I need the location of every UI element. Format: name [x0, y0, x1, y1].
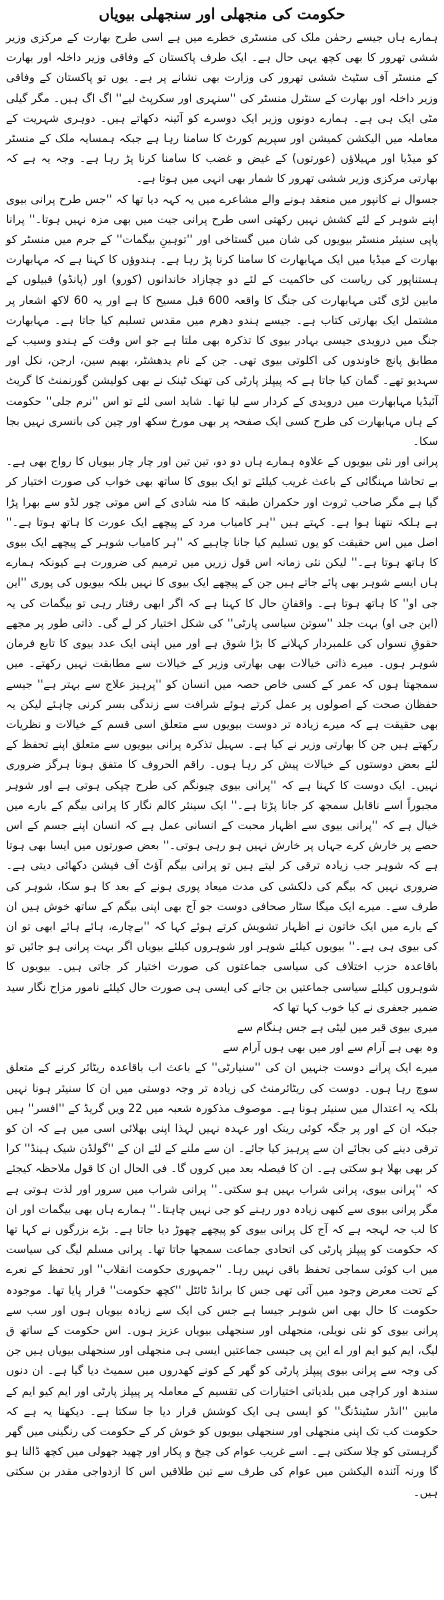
- article-paragraph: جسوال نے کانپور میں منعقد ہونے والے مشاعرے میں یہ کہہ دیا تھا کہ ''جس طرح پرانی بیوی اپنے شوہر کے لئے کشش نہیں رکھتی اسی طرح پرانی جیت میں بھی مزہ نہیں ہوتا۔'' پرانا پاپی سنیئر منسٹر بیویوں کی شان میں گستاخی اور ''توہینِ بیگمات'' کے جرم میں منسٹر کو بھارت کے میڈیا میں ایک مہابھارت کا سامنا کرنا پڑ رہا ہے۔ ہندوؤں کا کہنا ہے کہ مہابھارت ہستناپور کی ریاست کی حاکمیت کے لئے دو چچازاد خاندانوں (کورو) اور (پانڈو) قبیلوں کے مابین لڑی گئی مہابھارت کی جنگ کا واقعہ 600 قبل مسیح کا ہے اور یہ 60 لاکھ اشعار پر مشتمل ایک بھارتی کتاب ہے۔ جیسے ہندو دھرم میں مقدس تسلیم کیا جاتا ہے۔ مہابھارت جنگ میں درویدی جیسی بہادر بیوی کا تذکرہ بھی ملتا ہے جو اس وقت کے ہندو وسیب کے مطابق پانچ خاوندوں کی اکلوتی بیوی تھی۔ جن کے نام یدھشٹر، بھیم سین، ارجن، نکل اور سہدیو تھے۔ گمان کیا جاتا ہے کہ پیپلز پارٹی کی تھنک ٹینک نے بھی کولیشن گورنمنٹ کا گریٹ آئیڈیا مہابھارت میں درویدی کے کردار سے لیا تھا۔ شاید اسی لئے تو اس ''نرم جلی'' حکومت کے ہاں مہابھارت کی طرح کسی ایک صفحہ پر بھی مورخ سکھ اور چین کی بانسری نہیں بجا سکا۔: [6, 192, 438, 449]
- article-paragraph: پرانی اور نئی بیویوں کے علاوہ ہمارے ہاں دو دو، تین تین اور چار چار بیویاں کا رواج بھی ہے۔ بے تحاشا مہنگائی کے باعث غریب کیلئے تو ایک بیوی کا ساتھ بھی خواب کی صورت اختیار کر گیا ہے مگر صاحب ثروت اور حکمران طبقہ کا منہ شادی کے اس موتی چور لڈو سے بھرا پڑا ہے ہلکہ نتھنا ہوا ہے۔ کہتے ہیں ''ہر کامیاب مرد کے پیچھے ایک عورت کا ہاتھ ہوتا ہے۔'' اصل میں اس حقیقت کو یوں تسلیم کیا جانا چاہیے کہ ''ہر کامیاب شوہر کے پیچھے ایک بیوی کا ہاتھ ہوتا ہے۔'' لیکن نئی زمانہ اس قول زریں میں ترمیم کی ضرورت ہے کیونکہ ہمارے ہاں ایسے شوہر بھی پائے جاتے ہیں جن کے پیچھے ایک بیوی کا نہیں بلکہ بیویوں کی پوری ''این جی او'' کا ہاتھ ہوتا ہے۔ واقفانِ حال کا کہنا ہے کہ اگر ابھی رفتار رہی تو بیگمات کی یہ (این جی او) بہت جلد ''سوتن سیاسی پارٹی'' کی شکل اختیار کر لے گی۔ ذاتی طور پر مجھے حقوقِ نسواں کی علمبردار کہلانے کا بڑا شوق ہے اور میں اپنی ایک عدد بیوی کا تابع فرمان شوہر ہوں۔ میرے ذاتی خیالات بھی بھارتی وزیر کے خیالات سے مطابقت نہیں رکھتے۔ میں سمجھتا ہوں کہ عمر کے کسی خاص حصہ میں انسان کو ''پرہیز علاج سے بہتر ہے'' جیسے حفظان صحت کے اصولوں پر عمل کرتے ہوئے شرافت سے زندگی بسر کرنی چاہئے لیکن یہ بھی حقیقت ہے کہ میرے زیادہ تر دوست بیویوں سے متعلق اسی قسم کے خیالات و نظریات رکھتے ہیں جن کا بھارتی وزیر نے کیا ہے۔ سہیل تذکرہ پرانی بیویوں سے متعلق اپنے تحفظ کے لئے بعض دوستوں کے خیالات پیش کر رہا ہوں۔ راقم الحروف کا متفق ہونا ہرگز ضروری نہیں۔ ایک دوست کا کہنا ہے کہ ''پرانی بیوی چیونگم کی طرح چپکی ہوتی ہے اور شوہر مجبوراً اسے ناقابل سمجھ کر جانا پڑتا ہے۔'' ایک سینئر کالم نگار کا پرانی بیگم کے بارے میں خیال ہے کہ ''پرانی بیوی سے اظہار محبت کے انسانی عمل ہے کہ انسان اپنے جسم کے اس حصے پر خارش کرے جہاں پر خارش نہیں ہو رہی ہوتی۔'' بعض صورتوں میں ایسا بھی ہوتا ہے کہ شوہر جب زیادہ ترقی کر لیتے ہیں تو پرانی بیگم آؤٹ آف فیشن دکھائی دیتی ہے۔ ضروری نہیں کہ بیگم کی دلکشی کی مدت میعاد پوری ہونے کے بعد کا ہو سکا، شوہر کی طرف سے۔ میرے ایک میگا سٹار صحافی دوست جو آج بھی اپنی بیگم کے ساتھ خوش ہیں ان کے بارے میں ایک خاتون نے اظہار تشویش کرتے ہوئے کہا کہ ''بےچارے، ہائے ہائے ابھی تو ان کی بیوی ہی ہے۔'' بیویوں کیلئے شوہر اور شوہروں کیلئے بیویاں اگر بہت پرانی ہو جائیں تو باقاعدہ حزب اختلاف کی سیاسی جماعتوں کی صورت اختیار کر جاتی ہیں۔ بیویوں کا شوہروں کیلئے سیاسی جماعتیں بن جانے کی ایسی ہی صورت حال کیلئے نامور مزاح نگار سید ضمیر جعفری نے کیا خوب کہا تھا کہ: [6, 455, 438, 1014]
- verse-line: وہ بھی ہے آرام سے اور میں بھی ہوں آرام سے: [222, 1041, 438, 1055]
- verse-line: میری بیوی قبر میں لیٹی ہے جس ہنگام سے: [236, 1020, 438, 1034]
- article-paragraph: میرے ایک پرانے دوست جنہیں ان کی ''سنیارٹی'' کے باعث اب باقاعدہ ریٹائر کرنے کے متعلق سوچ رہا ہوں۔ دوست کی ریٹائرمنٹ کی زیادہ تر وجہ دوستی میں ان کا سنیئر ہونا نہیں بلکہ یہ اعتدال میں سنیئر ہونا ہے۔ موصوف مذکورہ شعبہ میں 22 ویں گریڈ کے ''افسر'' ہیں جبکہ ان کے اور پر جگہ کوئی رینک اور عہدہ نہیں لہذا اپنی بھلائی اسی میں ہے کہ ان کو ترقی دینے کی بجائے ان سے پرہیز کیا جائے۔ ان سے ملنے کے لئے ان کے ''گولڈن شیک ہینڈ'' کرا کر بھی بھلا ہو سکتی ہے۔ ان کا فیصلہ بعد میں کروں گا۔ فی الحال ان کا قول ملاحظہ کیجئے کہ ''پرانی بیوی، پرانی شراب بہیں ہو سکتی۔'' پرانی شراب میں سرور اور لذت ہوتی ہے مگر پرانی بیوی سے کبھی زیادہ دور رہنے کو جی نہیں چاہتا۔'' ہمارے ہاں بھی بیگمات اور ان کا لب جہ لہجہ ہے کہ آج کل پرانی بیوی کو پیچھے چھوڑ دیا جاتا ہے۔ بڑے بزرگوں نے کہا تھا کہ حکومت کو پیپلز پارٹی کی اتحادی جماعت سمجھا جاتا تھا۔ پرانی مسلم لیگ کی سیاست میں اب کوئی سماجی تحفظ باقی نہیں رہا۔ ''جمہوری حکومت انقلاب'' اور تحفظ کے نعرے کے تحت معرض وجود میں آئی تھی جس کا برانڈ ٹائٹل ''کچھ حکومت'' قرار پایا تھا۔ موجودہ حکومت کا حال بھی اس شوہر جیسا ہے جس کی ایک سے زیادہ بیویاں ہوں اور سب سے پرانی بیوی کو نئی نویلی، منجھلی اور سنجھلی بیویاں عزیز ہوں۔ اس حکومت کے ساتھ ق لیگ، ایم کیو ایم اور اے این پی جیسی جماعتیں ایسی ہی منجھلی اور سنجھلی بیویاں ہیں جن کی وجہ سے پرانی بیوی پیپلز پارٹی کو گھر کے کونے کھدروں میں سمیٹ دیا گیا ہے۔ ان دنوں سندھ اور کراچی میں بلدیاتی اختیارات کی تقسیم کے معاملہ پر پیپلز پارٹی اور ایم کیو ایم کے مابین ''انڈر سٹینڈنگ'' کو ایسی ہی ایک کوشش قرار دیا جا سکتا ہے۔ دیکھنا یہ ہے کہ حکومت کب تک اپنی منجھلی اور سنجھلی بیویوں کو خوش کر کے حکومت کی رنگینی میں گھر گرہستی کو چلا سکتی ہے۔ اسے غریب عوام کی چیخ و پکار اور چھید جھولی میں کچھ ڈالنا ہو گا ورنہ آئندہ الیکشن میں عوام کی طرف سے تین طلاقیں اس کا ازدواجی مقدر بن سکتی ہیں۔: [6, 1061, 438, 1499]
- article-headline: حکومت کی منجھلی اور سنجھلی بیویاں: [98, 5, 346, 23]
- article-paragraph: ہمارے ہاں جیسے رحمٰن ملک کی منسٹری خطرے میں ہے اسی طرح بھارت کے مرکزی وزیر ششی تھرور کا بھی کچھ یہی حال ہے۔ ایک طرف پاکستان کے وفاقی وزیر داخلہ اور بھارت کے منسٹر آف سٹیٹ ششی تھرور کی وزارت بھی نشانے پر ہے۔ یوں تو پاکستان کے وفاقی وزیر داخلہ اور بھارت کے سنٹرل منسٹر کی ''سنہری اور سکرپٹ لیے'' اگ اگ ہیں۔ مگر گیلی مٹی ایک ہی ہے۔ ہمارے دونوں وزیر ایک دوسرے کو آئینہ دکھاتے ہیں۔ دوہری شہریت کے معاملہ میں الیکشن کمیشن اور سپریم کورٹ کا سامنا رہا ہے جبکہ ہمسایہ ملک کے منسٹر کو میڈیا اور مہیلاؤں (عورتوں) کے غیض و غضب کا سامنا کرنا پڑ رہا ہے۔ وجہ یہ ہے کہ بھارتی مرکزی وزیر ششی تھرور کا شمار بھی انہی میں ہوتا ہے۔: [6, 31, 438, 186]
- article-body: [6, 28, 438, 1503]
